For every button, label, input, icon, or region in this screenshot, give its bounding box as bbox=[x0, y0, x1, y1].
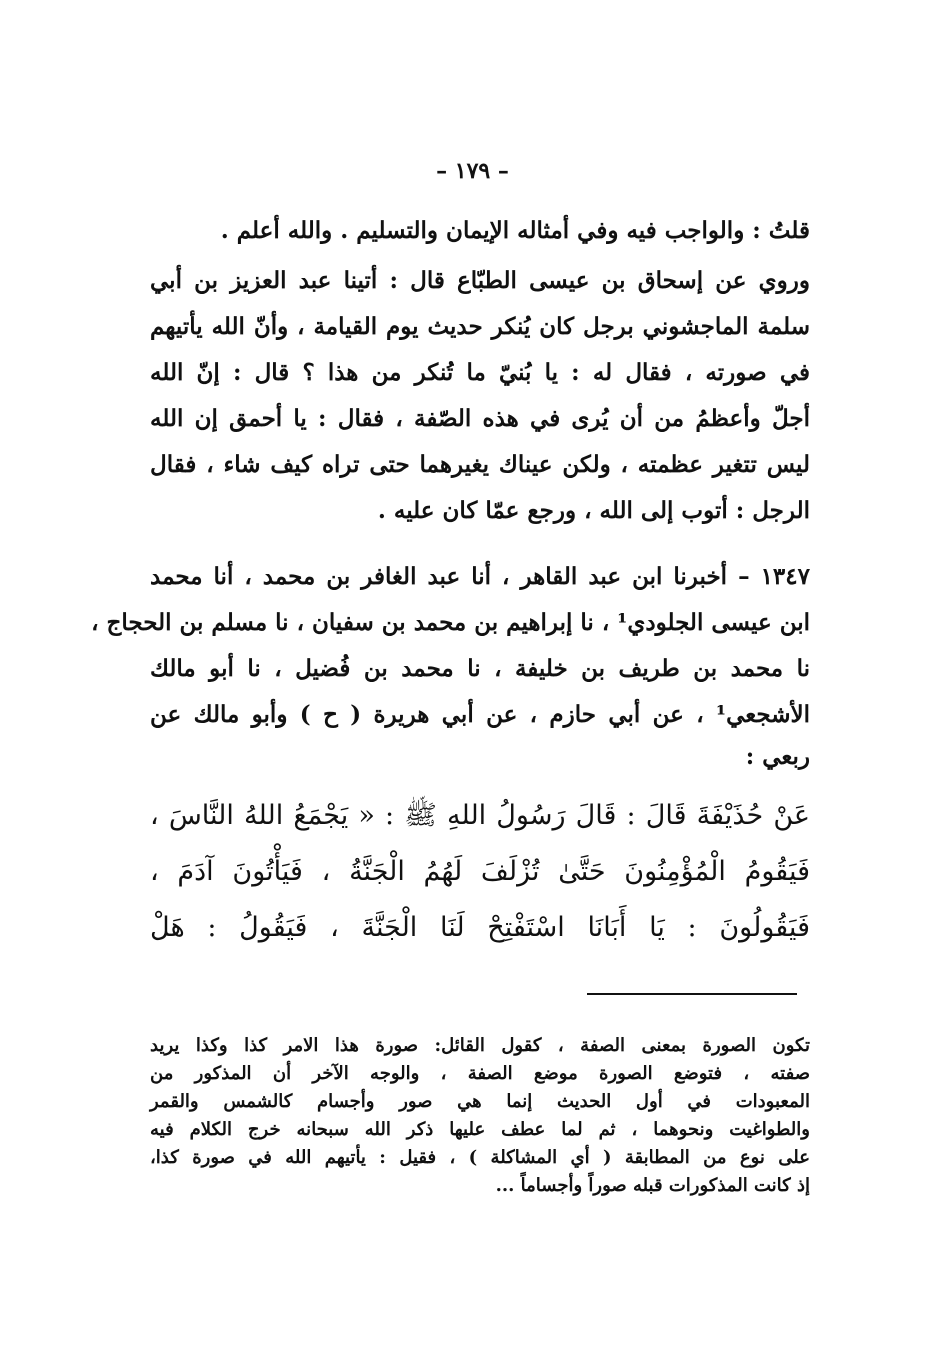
footnote-line: إذ كانت المذكورات قبله صوراً وأجساماً ... bbox=[495, 1175, 810, 1196]
paragraph-comment bbox=[150, 208, 810, 254]
paragraph-isnad bbox=[91, 554, 810, 775]
text-line: ليس تتغير عظمته ، ولكن عيناك يغيرهما حتى تراه كيف شاء ، فقال bbox=[150, 451, 810, 478]
hadith-line: فَيَقُولُونَ : يَا أَبَانَا اسْتَفْتِحْ لَنَا الْجَنَّةَ ، فَيَقُولُ : هَلْ bbox=[150, 912, 810, 943]
page-number: – ١٧٩ – bbox=[436, 158, 509, 184]
footnote-line: المعبودات في أول الحديث إنما هي صور وأجسام كالشمس والقمر bbox=[150, 1091, 810, 1112]
hadith-text bbox=[150, 788, 810, 956]
text-line: ١٣٤٧ – أخبرنا ابن عبد القاهر ، أنا عبد الغافر بن محمد ، أنا محمد bbox=[150, 563, 810, 590]
text-line: أجلّ وأعظمُ من أن يُرى في هذه الصّفة ، فقال : يا أحمق إن الله bbox=[150, 405, 810, 432]
text-line: الرجل : أتوب إلى الله ، ورجع عمّا كان عليه . bbox=[377, 497, 810, 524]
footnote-line: والطواغيت ونحوهما ، ثم لما عطف عليها ذكر الله سبحانه خرج الكلام فيه bbox=[150, 1119, 810, 1140]
hadith-line: فَيَقُومُ الْمُؤْمِنُونَ حَتَّىٰ تُزْلَفَ لَهُمُ الْجَنَّةُ ، فَيَأْتُونَ آدَمَ ، bbox=[150, 856, 810, 887]
footnote-line: صفته ، فتوضع الصورة موضع الصفة ، والوجه الآخر أن المذكور من bbox=[150, 1063, 811, 1084]
text-line: ربعي : bbox=[745, 743, 810, 770]
footnotes bbox=[150, 1032, 810, 1200]
text-line: سلمة الماجشوني برجل كان يُنكر حديث يوم القيامة ، وأنّ الله يأتيهم bbox=[150, 313, 810, 340]
paragraph-narration bbox=[150, 258, 810, 534]
text-line: وروي عن إسحاق بن عيسى الطبّاع قال : أتينا عبد العزيز بن أبي bbox=[150, 267, 810, 294]
hadith-line: عَنْ حُذَيْفَةَ قَالَ : قَالَ رَسُولُ اللهِ ﷺ : « يَجْمَعُ اللهُ النَّاسَ ، bbox=[150, 800, 810, 831]
text-line: ابن عيسى الجلودي¹ ، نا إبراهيم بن محمد بن سفيان ، نا مسلم بن الحجاج ، bbox=[91, 609, 810, 636]
footnote-line: على نوع من المطابقة ( أي المشاكلة ) ، فقيل : يأتيهم الله في صورة كذا، bbox=[150, 1147, 810, 1168]
footnote-divider bbox=[587, 993, 797, 995]
text-line: قلتُ : والواجب فيه وفي أمثاله الإيمان والتسليم . والله أعلم . bbox=[220, 217, 810, 244]
text-line: في صورته ، فقال له : يا بُنيّ ما تُنكر من هذا ؟ قال : إنّ الله bbox=[150, 359, 810, 386]
text-line: نا محمد بن طريف بن خليفة ، نا محمد بن فُضيل ، نا أبو مالك bbox=[150, 655, 810, 682]
text-line: الأشجعي¹ ، عن أبي حازم ، عن أبي هريرة ( ح ) وأبو مالك عن bbox=[150, 701, 810, 728]
footnote-line: تكون الصورة بمعنى الصفة ، كقول القائل: صورة هذا الامر كذا وكذا يريد bbox=[150, 1035, 810, 1056]
